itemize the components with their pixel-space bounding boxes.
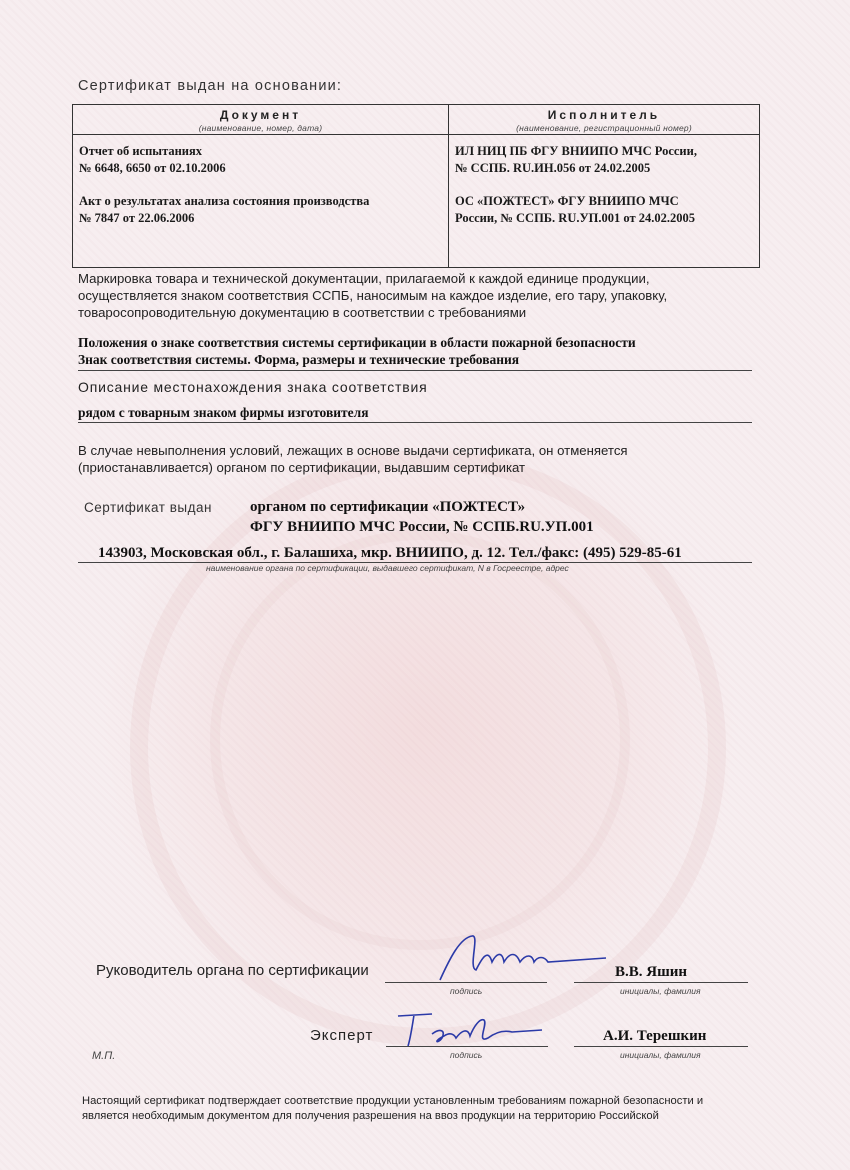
document-entry xyxy=(79,143,442,177)
expert-signature-caption: подпись xyxy=(450,1050,483,1060)
issuer-org-line1: органом по сертификации «ПОЖТЕСТ» xyxy=(250,499,526,515)
provisions-line: Положения о знаке соответствия системы сертификации в области пожарной безопасности xyxy=(78,335,636,350)
location-value: рядом с товарным знаком фирмы изготовителя xyxy=(78,405,369,420)
table-header-row xyxy=(73,105,760,135)
cancellation-paragraph xyxy=(78,442,768,476)
watermark-emblem-inner xyxy=(210,530,630,950)
head-name: В.В. Яшин xyxy=(615,964,688,980)
issuer-address: 143903, Московская обл., г. Балашиха, мкр. ВНИИПО, д. 12. Тел./факс: (495) 529-85-61 xyxy=(98,545,682,561)
provisions-text xyxy=(78,334,768,368)
executor-name: ИЛ НИЦ ПБ ФГУ ВНИИПО МЧС России, xyxy=(455,144,697,158)
document-number: № 7847 от 22.06.2006 xyxy=(79,211,195,225)
document-number: № 6648, 6650 от 02.10.2006 xyxy=(79,161,226,175)
executor-column-header xyxy=(449,105,760,135)
executors-cell xyxy=(449,135,760,268)
expert-signature-icon xyxy=(392,1006,562,1056)
head-label: Руководитель органа по сертификации xyxy=(96,962,369,979)
head-name-line xyxy=(574,982,748,983)
footer-line: Настоящий сертификат подтверждает соответствие продукции установленным требованиям пожарной безопасности и xyxy=(82,1095,704,1107)
executor-number: № ССПБ. RU.ИН.056 от 24.02.2005 xyxy=(455,161,651,175)
provisions-line: Знак соответствия системы. Форма, размеры и технические требования xyxy=(78,352,520,367)
cancellation-line: (приостанавливается) органом по сертификации, выдавшим сертификат xyxy=(78,460,526,475)
head-name-caption: инициалы, фамилия xyxy=(620,986,701,996)
divider xyxy=(78,370,752,371)
issuer-caption: наименование органа по сертификации, выдавшего сертификат, N в Госреестре, адрес xyxy=(206,563,569,573)
cancellation-line: В случае невыполнения условий, лежащих в основе выдачи сертификата, он отменяется xyxy=(78,443,628,458)
issued-label: Сертификат выдан xyxy=(84,500,212,515)
document-name: Отчет об испытаниях xyxy=(79,144,203,158)
marking-paragraph xyxy=(78,270,768,321)
document-column-header xyxy=(73,105,449,135)
column-title: Документ xyxy=(219,108,302,122)
location-label: Описание местонахождения знака соответствия xyxy=(78,379,428,395)
basis-documents-table xyxy=(72,104,760,268)
intro-text: Сертификат выдан на основании: xyxy=(78,78,343,94)
document-entry xyxy=(79,193,442,227)
divider xyxy=(78,422,752,423)
column-subtitle: (наименование, регистрационный номер) xyxy=(516,123,692,133)
footer-line: является необходимым документом для получения разрешения на ввоз продукции на территорию Российской xyxy=(82,1110,659,1122)
marking-line: товаросопроводительную документацию в соответствии с требованиями xyxy=(78,305,527,320)
executor-entry xyxy=(455,193,753,227)
executor-entry xyxy=(455,143,753,177)
marking-line: осуществляется знаком соответствия ССПБ, наносимым на каждое изделие, его тару, упаковку, xyxy=(78,288,668,303)
expert-name-line xyxy=(574,1046,748,1047)
expert-label: Эксперт xyxy=(310,1027,374,1044)
executor-number: России, № ССПБ. RU.УП.001 от 24.02.2005 xyxy=(455,211,695,225)
seal-place: М.П. xyxy=(92,1050,116,1062)
table-row xyxy=(73,135,760,268)
issuer-org-line2: ФГУ ВНИИПО МЧС России, № ССПБ.RU.УП.001 xyxy=(250,519,594,535)
column-title: Исполнитель xyxy=(547,108,661,122)
executor-name: ОС «ПОЖТЕСТ» ФГУ ВНИИПО МЧС xyxy=(455,194,679,208)
document-name: Акт о результатах анализа состояния производства xyxy=(79,194,370,208)
documents-cell xyxy=(73,135,449,268)
column-subtitle: (наименование, номер, дата) xyxy=(198,123,323,133)
footer-paragraph xyxy=(82,1094,752,1124)
head-signature-icon xyxy=(410,928,610,988)
expert-name: А.И. Терешкин xyxy=(603,1028,707,1044)
marking-line: Маркировка товара и технической документации, прилагаемой к каждой единице продукции, xyxy=(78,271,650,286)
head-signature-caption: подпись xyxy=(450,986,483,996)
expert-name-caption: инициалы, фамилия xyxy=(620,1050,701,1060)
